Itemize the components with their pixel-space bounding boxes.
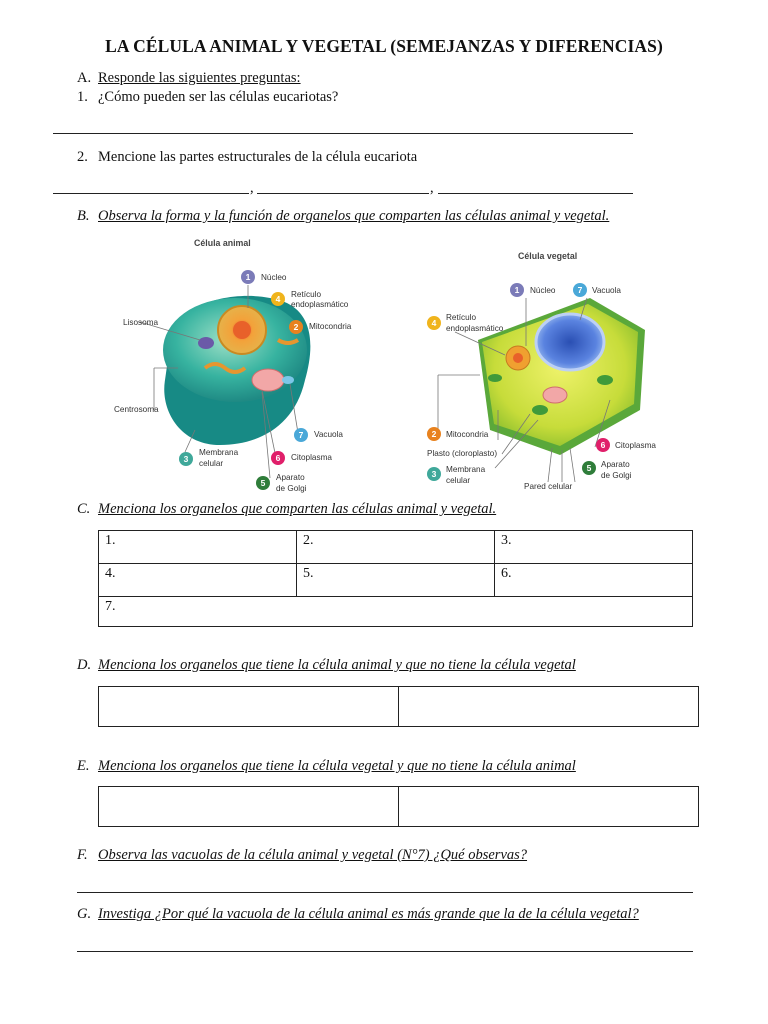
animal-label-vacuola: Vacuola bbox=[314, 430, 343, 439]
animal-label-citoplasma: Citoplasma bbox=[291, 453, 332, 462]
question-1-number: 1. bbox=[77, 89, 88, 105]
plant-badge-5: 5 bbox=[582, 461, 596, 475]
animal-badge-5: 5 bbox=[256, 476, 270, 490]
plant-cell-illustration bbox=[420, 270, 670, 495]
plant-label-reticulo-2: endoplasmático bbox=[446, 324, 504, 333]
section-c-heading: Menciona los organelos que comparten las células animal y vegetal. bbox=[98, 501, 497, 517]
animal-badge-7: 7 bbox=[294, 428, 308, 442]
table-cell[interactable]: 4. bbox=[99, 564, 297, 597]
section-b-heading: Observa la forma y la función de organelos que comparten las células animal y vegetal. bbox=[98, 208, 610, 224]
plant-badge-6: 6 bbox=[596, 438, 610, 452]
section-g-heading: Investiga ¿Por qué la vacuola de la célula animal es más grande que la de la célula vegetal? bbox=[98, 906, 639, 922]
plant-badge-7: 7 bbox=[573, 283, 587, 297]
animal-badge-6: 6 bbox=[271, 451, 285, 465]
section-f-heading: Observa las vacuolas de la célula animal y vegetal (N°7) ¿Qué observas? bbox=[98, 847, 528, 863]
comma-1: , bbox=[250, 180, 254, 196]
animal-label-reticulo-1: Retículo bbox=[291, 290, 322, 299]
section-g-letter: G. bbox=[77, 906, 92, 922]
plant-badge-3: 3 bbox=[427, 467, 441, 481]
animal-label-mitocondria: Mitocondria bbox=[309, 322, 352, 331]
animal-label-lisosoma: Lisosoma bbox=[123, 318, 159, 327]
section-f-letter: F. bbox=[77, 847, 88, 863]
animal-badge-3: 3 bbox=[179, 452, 193, 466]
plant-label-nucleo: Núcleo bbox=[530, 286, 556, 295]
table-cell[interactable]: 7. bbox=[99, 597, 693, 627]
animal-label-nucleo: Núcleo bbox=[261, 273, 287, 282]
section-b-letter: B. bbox=[77, 208, 90, 224]
answer-line-q2-part1[interactable] bbox=[53, 193, 249, 194]
plant-label-golgi-1: Aparato bbox=[601, 460, 630, 469]
answer-line-q2-part3[interactable] bbox=[438, 193, 633, 194]
answer-line-f[interactable] bbox=[77, 892, 693, 893]
table-cell[interactable] bbox=[99, 787, 399, 827]
animal-label-centrosoma: Centrosoma bbox=[114, 405, 159, 414]
section-e-heading: Menciona los organelos que tiene la célula vegetal y que no tiene la célula animal bbox=[98, 758, 576, 774]
table-cell[interactable]: 2. bbox=[297, 531, 495, 564]
animal-badge-1: 1 bbox=[241, 270, 255, 284]
answer-line-q2-part2[interactable] bbox=[257, 193, 429, 194]
table-cell[interactable]: 3. bbox=[495, 531, 693, 564]
plant-badge-1: 1 bbox=[510, 283, 524, 297]
table-cell[interactable] bbox=[399, 687, 699, 727]
table-cell[interactable]: 5. bbox=[297, 564, 495, 597]
question-2-number: 2. bbox=[77, 149, 88, 165]
animal-label-membrana-2: celular bbox=[199, 459, 224, 468]
section-a-letter: A. bbox=[77, 70, 92, 86]
answer-line-g[interactable] bbox=[77, 951, 693, 952]
plant-label-mitocondria: Mitocondria bbox=[446, 430, 489, 439]
plant-label-reticulo-1: Retículo bbox=[446, 313, 477, 322]
section-d-letter: D. bbox=[77, 657, 92, 673]
table-cell[interactable] bbox=[399, 787, 699, 827]
comma-2: , bbox=[430, 180, 434, 196]
plant-badge-4: 4 bbox=[427, 316, 441, 330]
answer-line-q1[interactable] bbox=[53, 133, 633, 134]
question-1-text: ¿Cómo pueden ser las células eucariotas? bbox=[98, 89, 339, 105]
animal-label-golgi-1: Aparato bbox=[276, 473, 305, 482]
table-cell[interactable]: 1. bbox=[99, 531, 297, 564]
animal-label-reticulo-2: endoplasmático bbox=[291, 300, 349, 309]
section-c-letter: C. bbox=[77, 501, 91, 517]
plant-badge-2: 2 bbox=[427, 427, 441, 441]
plant-label-membrana-1: Membrana bbox=[446, 465, 486, 474]
section-a-heading: Responde las siguientes preguntas: bbox=[98, 70, 301, 86]
question-2-text: Mencione las partes estructurales de la célula eucariota bbox=[98, 149, 418, 165]
table-cell[interactable] bbox=[99, 687, 399, 727]
animal-badge-4: 4 bbox=[271, 292, 285, 306]
animal-label-membrana-1: Membrana bbox=[199, 448, 239, 457]
section-d-heading: Menciona los organelos que tiene la célula animal y que no tiene la célula vegetal bbox=[98, 657, 576, 673]
plant-label-plasto: Plasto (cloroplasto) bbox=[427, 449, 498, 458]
plant-cell-title: Célula vegetal bbox=[518, 251, 578, 261]
animal-label-golgi-2: de Golgi bbox=[276, 484, 307, 493]
page-title: LA CÉLULA ANIMAL Y VEGETAL (SEMEJANZAS Y DIFERENCIAS) bbox=[105, 36, 663, 56]
plant-label-membrana-2: celular bbox=[446, 476, 471, 485]
shared-organelles-table bbox=[98, 530, 693, 627]
plant-only-organelles-table bbox=[98, 786, 699, 827]
animal-badge-2: 2 bbox=[289, 320, 303, 334]
section-e-letter: E. bbox=[77, 758, 90, 774]
plant-label-vacuola: Vacuola bbox=[592, 286, 621, 295]
plant-label-golgi-2: de Golgi bbox=[601, 471, 632, 480]
plant-label-citoplasma: Citoplasma bbox=[615, 441, 656, 450]
plant-label-pared: Pared celular bbox=[524, 482, 573, 491]
animal-cell-title: Célula animal bbox=[194, 238, 251, 248]
animal-only-organelles-table bbox=[98, 686, 699, 727]
table-cell[interactable]: 6. bbox=[495, 564, 693, 597]
